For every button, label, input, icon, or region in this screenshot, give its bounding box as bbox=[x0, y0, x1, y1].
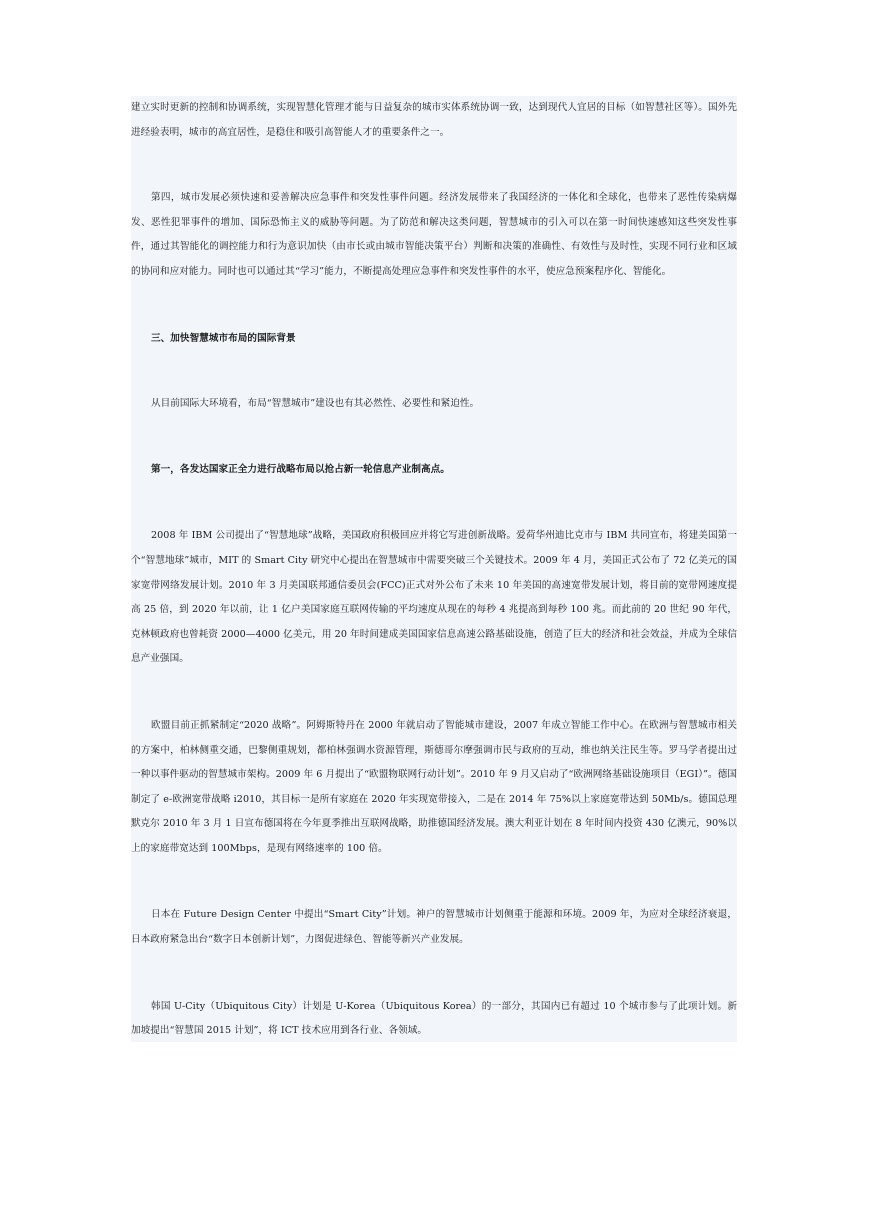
paragraph-gap bbox=[131, 145, 737, 186]
paragraph-usa: 2008 年 IBM 公司提出了“智慧地球”战略，美国政府积极回应并将它写进创新战略。爱荷华州迪比克市与 IBM 共同宣布，将建美国第一个“智慧地球”城市，MIT 的 Smart City 研究中心提出在智慧城市中需要突破三个关键技术。2009 年 4 月，美国正式公布了 72 亿美元的国家宽带网络发展计划。2010 年 3 月美国联邦通信委员会(FCC)正式对外公布了未来 10 年美国的高速宽带发展计划，将目前的宽带网速度提高 25 倍，到 2020 年以前，让 1 亿户美国家庭互联网传输的平均速度从现在的每秒 4 兆提高到每秒 100 兆。而此前的 20 世纪 90 年代，克林顿政府也曾耗资 2000—4000 亿美元，用 20 年时间建成美国国家信息高速公路基础设施，创造了巨大的经济和社会效益，并成为全球信息产业强国。 bbox=[131, 530, 737, 665]
subsection-heading: 第一，各发达国家正全力进行战略布局以抢占新一轮信息产业制高点。 bbox=[151, 463, 450, 475]
paragraph-gap bbox=[131, 351, 737, 392]
paragraph-japan: 日本在 Future Design Center 中提出“Smart City”计划。神户的智慧城市计划侧重于能源和环境。2009 年，为应对全球经济衰退，日本政府紧急出台“数字日本创新计划”，力图促进绿色、智能等新兴产业发展。 bbox=[131, 909, 737, 946]
paragraph-korea-singapore: 韩国 U-City（Ubiquitous City）计划是 U-Korea（Ubiquitous Korea）的一部分，其国内已有超过 10 个城市参与了此项计划。新加坡提出“智慧国 2015 计划”，将 ICT 技术应用到各行业、各领域。 bbox=[131, 1000, 737, 1037]
paragraph-europe: 欧盟目前正抓紧制定“2020 战略”。阿姆斯特丹在 2000 年就启动了智能城市建设，2007 年成立智能工作中心。在欧洲与智慧城市相关的方案中，柏林侧重交通，巴黎侧重规划，都柏林强调水资源管理，斯德哥尔摩强调市民与政府的互动，维也纳关注民生等。罗马学者提出过一种以事件驱动的智慧城市架构。2009 年 6 月提出了“欧盟物联网行动计划”。2010 年 9 月又启动了“欧洲网络基础设施项目（EGI）”。德国制定了 e-欧洲宽带战略 i2010，其目标一是所有家庭在 2020 年实现宽带接入，二是在 2014 年 75%以上家庭宽带达到 50Mb/s。德国总理默克尔 2010 年 3 月 1 日宣布德国将在今年夏季推出互联网战略，助推德国经济发展。澳大利亚计划在 8 年时间内投资 430 亿澳元，90%以上的家庭带宽达到 100Mbps，是现有网络速率的 100 倍。 bbox=[131, 719, 737, 854]
paragraph-livability: 建立实时更新的控制和协调系统，实现智慧化管理才能与日益复杂的城市实体系统协调一致，达到现代人宜居的目标（如智慧社区等）。国外先进经验表明，城市的高宜居性，是稳住和吸引高智能人才的重要条件之一。 bbox=[131, 102, 737, 138]
paragraph-gap bbox=[131, 672, 737, 714]
paragraph-gap bbox=[131, 861, 737, 903]
paragraph-emergency: 第四，城市发展必须快速和妥善解决应急事件和突发性事件问题。经济发展带来了我国经济的一体化和全球化，也带来了恶性传染病爆发、恶性犯罪事件的增加、国际恐怖主义的威胁等问题。为了防范和解决这类问题，智慧城市的引入可以在第一时间快速感知这些突发性事件，通过其智能化的调控能力和行为意识加快（由市长或由城市智能决策平台）判断和决策的准确性、有效性与及时性，实现不同行业和区域的协同和应对能力。同时也可以通过其“学习”能力，不断提高处理应急事件和突发性事件的水平，使应急预案程序化、智能化。 bbox=[131, 192, 737, 277]
paragraph-international-env: 从目前国际大环境看，布局“智慧城市”建设也有其必然性、必要性和紧迫性。 bbox=[151, 398, 480, 410]
paragraph-gap bbox=[131, 482, 737, 524]
section-heading: 三、加快智慧城市布局的国际背景 bbox=[151, 332, 296, 344]
paragraph-gap bbox=[131, 953, 737, 995]
document-body bbox=[131, 96, 737, 1042]
paragraph-gap bbox=[131, 285, 737, 327]
paragraph-gap bbox=[131, 417, 737, 458]
